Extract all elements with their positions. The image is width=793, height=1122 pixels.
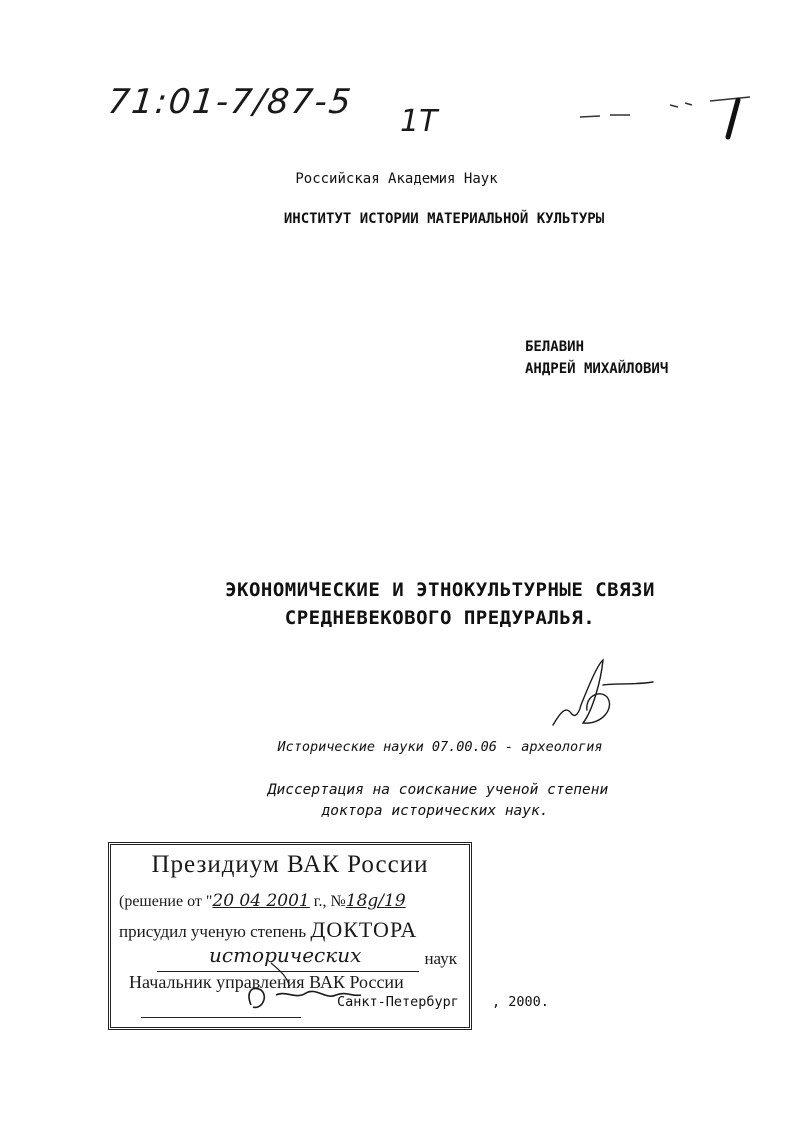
archive-code: 71:01-7/87-5 bbox=[105, 82, 355, 122]
footer-city: Санкт-Петербург bbox=[337, 994, 459, 1010]
stamp-decision-number: 18g/19 bbox=[345, 891, 406, 911]
stamp-field-handwritten: исторических bbox=[209, 943, 362, 967]
stamp-awarded-prefix: присудил ученую степень bbox=[119, 922, 307, 941]
title-line-2: СРЕДНЕВЕКОВОГО ПРЕДУРАЛЬЯ. bbox=[284, 607, 596, 629]
institute-name: ИНСТИТУТ ИСТОРИИ МАТЕРИАЛЬНОЙ КУЛЬТУРЫ bbox=[283, 211, 605, 227]
stamp-head-label: Начальник управления ВАК России bbox=[129, 972, 404, 992]
stamp-degree: ДОКТОРА bbox=[310, 917, 418, 942]
author-last-name: БЕЛАВИН bbox=[525, 339, 585, 355]
handwritten-stroke-icon bbox=[728, 100, 738, 137]
stamp-decision-prefix: (решение от " bbox=[119, 893, 213, 910]
dissertation-line-2: доктора исторических наук. bbox=[321, 803, 549, 819]
dissertation-line-1: Диссертация на соискание ученой степени bbox=[267, 782, 609, 798]
author-first-names: АНДРЕЙ МИХАЙЛОВИЧ bbox=[525, 361, 669, 377]
archive-suffix: 1T bbox=[400, 104, 438, 139]
author-signature-icon bbox=[545, 655, 660, 735]
stamp-decision-date: 20 04 2001 bbox=[212, 891, 310, 911]
stamp-field-suffix: наук bbox=[424, 949, 457, 968]
stamp-decision-year-suffix: г., № bbox=[313, 893, 346, 910]
title-line-1: ЭКОНОМИЧЕСКИЕ И ЭТНОКУЛЬТУРНЫЕ СВЯЗИ bbox=[225, 579, 655, 601]
footer-year: , 2000. bbox=[492, 994, 549, 1010]
corner-mark bbox=[560, 95, 760, 145]
specialty-line: Исторические науки 07.00.06 - археология bbox=[277, 739, 603, 755]
stamp-title: Президиум ВАК России bbox=[151, 851, 429, 878]
academy-name: Российская Академия Наук bbox=[295, 171, 498, 187]
stamp-signature-underline bbox=[141, 1017, 301, 1018]
